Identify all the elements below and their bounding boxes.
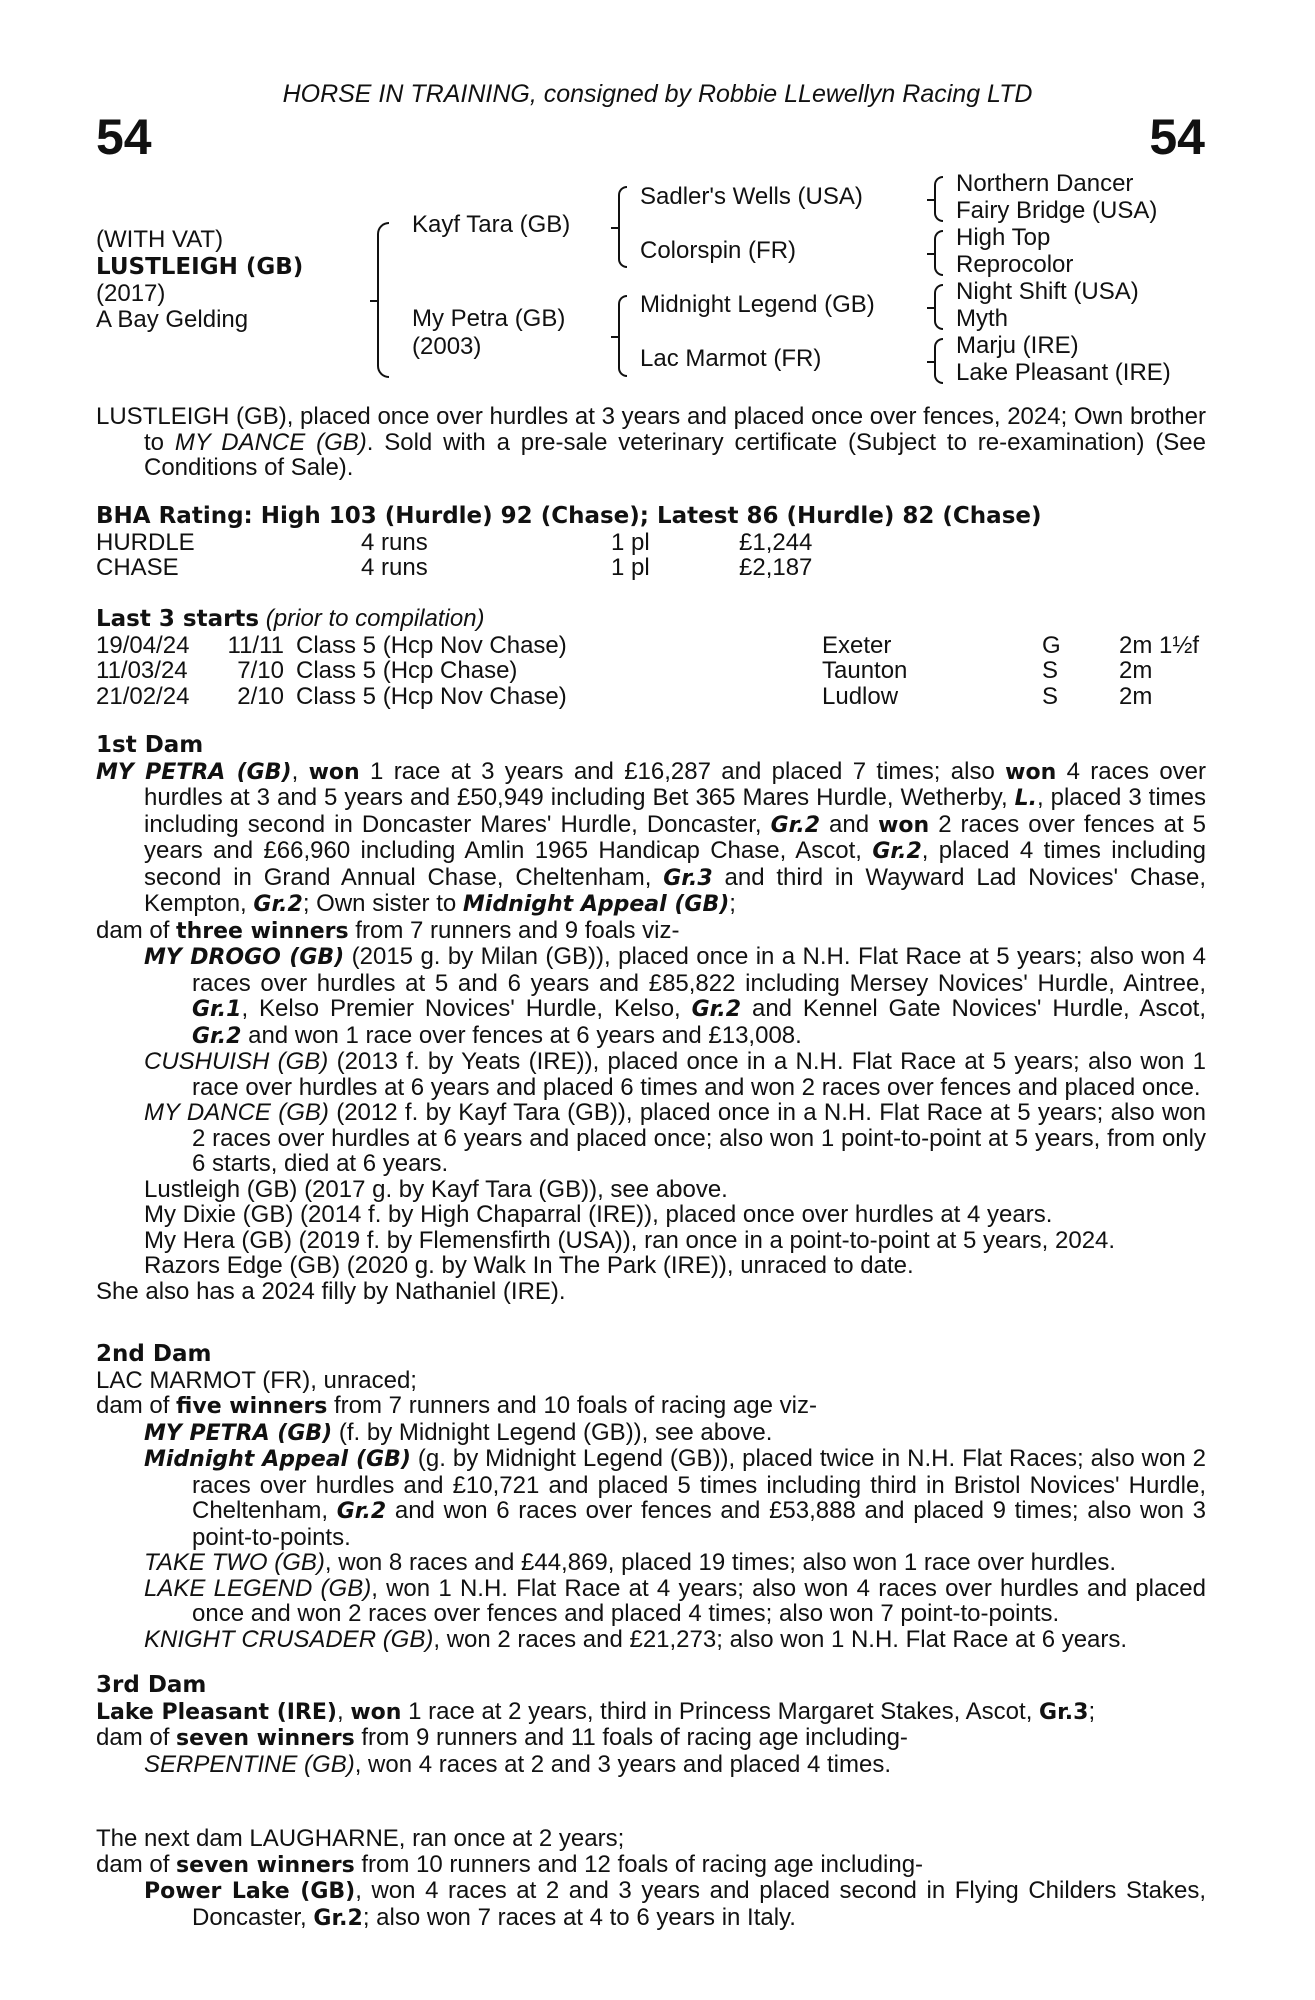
third-dam-produce-summary: dam of seven winners from 9 runners and 11 foals of racing age including- — [96, 1724, 908, 1751]
list-item: Power Lake (GB), won 4 races at 2 and 3 years and placed second in Flying Childers Stakes, Doncaster, Gr.2; also won 7 races at 4 to 6 years in Italy. — [144, 1877, 1206, 1931]
list-item: My Dixie (GB) (2014 f. by High Chaparral (IRE)), placed once over hurdles at 4 years. — [144, 1201, 1053, 1228]
ggp-7: Marju (IRE) — [956, 332, 1079, 359]
runs-table — [96, 530, 812, 581]
next-dam-section — [96, 1826, 1206, 1931]
sire: Kayf Tara (GB) — [412, 211, 571, 238]
ggp-5: Night Shift (USA) — [956, 278, 1139, 305]
list-item: Razors Edge (GB) (2020 g. by Walk In The Park (IRE)), unraced to date. — [144, 1252, 914, 1279]
dam-dam: Lac Marmot (FR) — [640, 345, 822, 372]
bha-rating-title: BHA Rating: High 103 (Hurdle) 92 (Chase); Latest 86 (Hurdle) 82 (Chase) — [96, 503, 1042, 529]
lot-number-right: 54 — [1149, 109, 1205, 165]
bha-rating-section — [96, 504, 1206, 581]
list-item: MY DROGO (GB) (2015 g. by Milan (GB)), placed once in a N.H. Flat Race at 5 years; also won 4 races over hurdles at 5 and 6 years and £85,822 including Mersey Novices' Hurdle, Aintree, Gr.1, Kelso Premier Novices' Hurdle, Kelso, Gr.2 and Kennel Gate Novices' Hurdle, Ascot, Gr.2 and won 1 race over fences at 6 years and £13,008. — [144, 943, 1206, 1049]
list-item: MY DANCE (GB) (2012 f. by Kayf Tara (GB)), placed once in a N.H. Flat Race at 5 years; also won 2 races over hurdles at 6 years and placed once; also won 1 point-to-point at 5 years, from only 6 starts, died at 6 years. — [144, 1099, 1206, 1177]
first-dam-record: MY PETRA (GB), won 1 race at 3 years and £16,287 and placed 7 times; also won 4 races over hurdles at 3 and 5 years and £50,949 including Bet 365 Mares Hurdle, Wetherby, L., placed 3 times including second in Doncaster Mares' Hurdle, Doncaster, Gr.2 and won 2 races over fences at 5 years and £66,960 including Amlin 1965 Handicap Chase, Ascot, Gr.2, placed 4 times including second in Grand Annual Chase, Cheltenham, Gr.3 and third in Wayward Lad Novices' Chase, Kempton, Gr.2; Own sister to Midnight Appeal (GB); — [96, 757, 1207, 917]
ggp-2: Fairy Bridge (USA) — [956, 197, 1158, 224]
ggp-brace-1 — [934, 176, 943, 222]
list-item: KNIGHT CRUSADER (GB), won 2 races and £21,273; also won 1 N.H. Flat Race at 6 years. — [144, 1625, 1128, 1653]
second-dam-produce-summary: dam of five winners from 7 runners and 10 foals of racing age viz- — [96, 1392, 817, 1419]
list-item: My Hera (GB) (2019 f. by Flemensfirth (USA)), ran once in a point-to-point at 5 years, 2024. — [144, 1226, 1116, 1254]
dam-sire: Midnight Legend (GB) — [640, 291, 875, 318]
first-dam-also: She also has a 2024 filly by Nathaniel (IRE). — [96, 1277, 566, 1305]
ggp-3: High Top — [956, 224, 1051, 251]
next-dam-produce-summary: dam of seven winners from 10 runners and 12 foals of racing age including- — [96, 1850, 924, 1878]
table-row: 21/02/24 2/10 Class 5 (Hcp Nov Chase) Ludlow S 2m — [96, 682, 1153, 710]
ggp-4: Reprocolor — [956, 251, 1074, 278]
sire-brace — [618, 186, 627, 268]
horse-year: (2017) — [96, 280, 166, 307]
ggp-6: Myth — [956, 305, 1009, 332]
horse-name: LUSTLEIGH (GB) — [96, 254, 304, 280]
horse-summary: LUSTLEIGH (GB), placed once over hurdles at 3 years and placed once over fences, 2024; Own brother to MY DANCE (GB). Sold with a pre-sale veterinary certificate (Subject to re-examination) (See Conditions of Sale). — [96, 403, 1206, 481]
ggp-brace-2 — [934, 230, 943, 276]
next-dam-name: The next dam LAUGHARNE, ran once at 2 years; — [96, 1825, 625, 1852]
second-dam-section — [96, 1342, 1206, 1652]
pedigree-brace — [377, 222, 389, 378]
list-item: Midnight Appeal (GB) (g. by Midnight Legend (GB)), placed twice in N.H. Flat Races; also won 2 races over hurdles and £10,721 and placed 5 times including third in Bristol Novices' Hurdle, Cheltenham, Gr.2 and won 6 races over fences and £53,888 and placed 9 times; also won 3 point-to-points. — [144, 1445, 1207, 1551]
sire-sire: Sadler's Wells (USA) — [640, 183, 863, 210]
ggp-brace-3 — [934, 284, 943, 330]
last-starts-table — [96, 633, 1199, 710]
ggp-1: Northern Dancer — [956, 170, 1134, 197]
sire-dam: Colorspin (FR) — [640, 237, 797, 264]
table-row: 11/03/24 7/10 Class 5 (Hcp Chase) Taunton S 2m — [96, 657, 1153, 684]
list-item: TAKE TWO (GB), won 8 races and £44,869, placed 19 times; also won 1 race over hurdles. — [144, 1549, 1117, 1576]
last-starts-title: Last 3 starts — [96, 606, 260, 632]
list-item: Lustleigh (GB) (2017 g. by Kayf Tara (GB)), see above. — [144, 1175, 728, 1203]
horse-description: A Bay Gelding — [96, 306, 249, 333]
third-dam-heading: 3rd Dam — [96, 1672, 207, 1698]
dam-brace — [618, 295, 627, 377]
table-row: HURDLE 4 runs 1 pl £1,244 — [96, 528, 813, 556]
horse-vat: (WITH VAT) — [96, 226, 224, 253]
first-dam-produce-summary: dam of three winners from 7 runners and 9 foals viz- — [96, 916, 680, 944]
second-dam-heading: 2nd Dam — [96, 1341, 212, 1367]
list-item: SERPENTINE (GB), won 4 races at 2 and 3 years and placed 4 times. — [144, 1750, 892, 1778]
table-row: CHASE 4 runs 1 pl £2,187 — [96, 554, 813, 581]
ggp-8: Lake Pleasant (IRE) — [956, 359, 1171, 386]
ggp-brace-4 — [934, 338, 943, 384]
second-dam-name: LAC MARMOT (FR), unraced; — [96, 1366, 417, 1394]
third-dam-record: Lake Pleasant (IRE), won 1 race at 2 years, third in Princess Margaret Stakes, Ascot, Gr.3; — [96, 1697, 1096, 1725]
catalogue-header: HORSE IN TRAINING, consigned by Robbie LLewellyn Racing LTD — [282, 80, 1033, 108]
first-dam-section — [96, 733, 1206, 1304]
lot-number-left: 54 — [96, 109, 152, 165]
last-starts-section: Last 3 starts (prior to compilation) 19/04/24 11/11 Class 5 (Hcp Nov Chase) Exeter G 2m 1½f 11/03/24 7/10 Class 5 (Hcp Chase) Taunton S 2m 21/02/24 2/10 Class 5 (Hcp Nov Chase) Ludlow S 2m — [96, 605, 1200, 710]
list-item: CUSHUISH (GB) (2013 f. by Yeats (IRE)), placed once in a N.H. Flat Race at 5 years; also won 1 race over hurdles at 6 years and placed 6 times and won 2 races over fences and placed once. — [144, 1048, 1207, 1101]
first-dam-heading: 1st Dam — [96, 732, 204, 758]
list-item: MY PETRA (GB) (f. by Midnight Legend (GB)), see above. — [144, 1418, 773, 1446]
third-dam-section — [96, 1673, 1206, 1777]
list-item: LAKE LEGEND (GB), won 1 N.H. Flat Race at 4 years; also won 4 races over hurdles and placed once and won 2 races over fences and placed 4 times; also won 7 point-to-points. — [144, 1574, 1207, 1627]
table-row: 19/04/24 11/11 Class 5 (Hcp Nov Chase) Exeter G 2m 1½f — [96, 631, 1200, 659]
dam: My Petra (GB) — [412, 305, 566, 332]
dam-year: (2003) — [412, 333, 482, 360]
